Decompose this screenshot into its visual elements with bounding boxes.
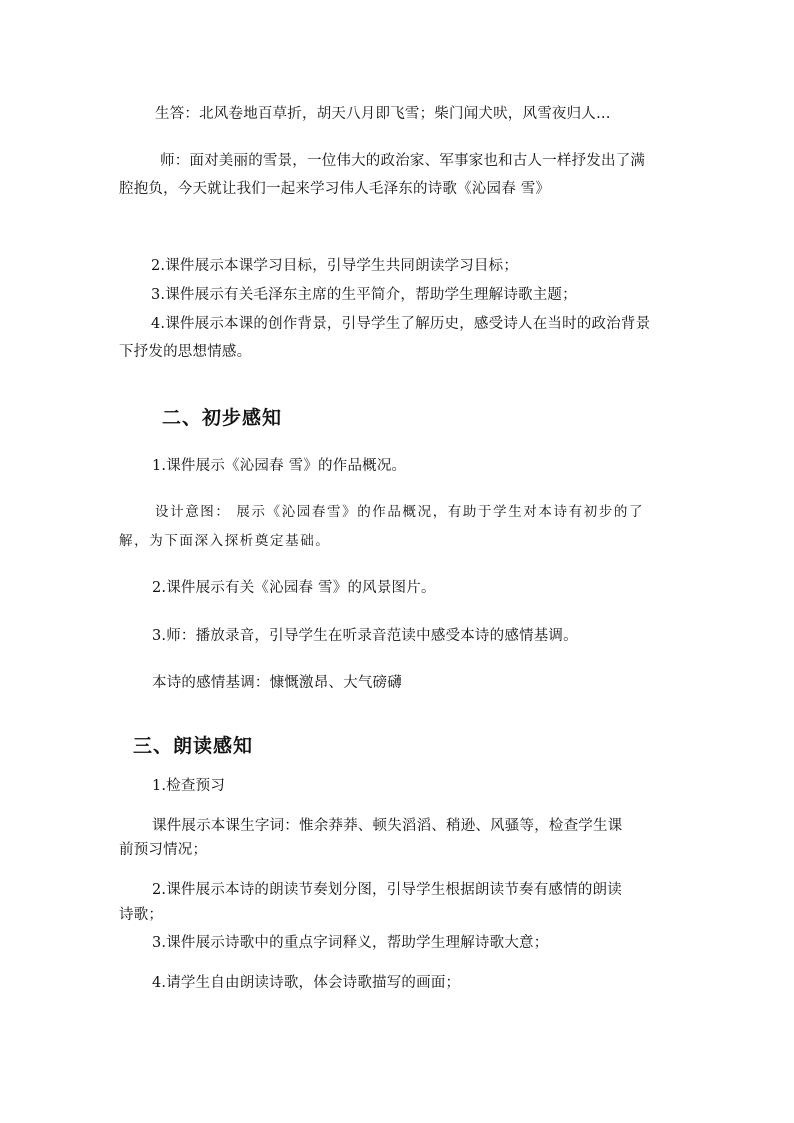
section-2-design-intent-line-2: 解，为下面深入探析奠定基础。 bbox=[119, 533, 331, 549]
section-3-item-4: 4.请学生自由朗读诗歌，体会诗歌描写的画面； bbox=[152, 975, 461, 991]
section-3-item-1: 1.检查预习 bbox=[152, 778, 226, 794]
section-3-heading: 三、朗读感知 bbox=[133, 735, 254, 757]
section-3-preview-line-1: 课件展示本课生字词：惟余莽莽、顿失滔滔、稍逊、风骚等，检查学生课 bbox=[152, 818, 623, 834]
section-2-item-1: 1.课件展示《沁园春 雪》的作品概况。 bbox=[152, 458, 407, 474]
student-answer-text: 生答：北风卷地百草折，胡天八月即飞雪；柴门闻犬吠，风雪夜归人… bbox=[155, 106, 611, 122]
section-2-emotional-tone: 本诗的感情基调：慷慨激昂、大气磅礴 bbox=[152, 675, 402, 691]
section-2-heading: 二、初步感知 bbox=[162, 407, 283, 429]
step-2-text: 2.课件展示本课学习目标，引导学生共同朗读学习目标； bbox=[151, 258, 519, 274]
teacher-intro-line-2: 腔抱负，今天就让我们一起来学习伟人毛泽东的诗歌《沁园春 雪》 bbox=[119, 181, 551, 197]
step-3-text: 3.课件展示有关毛泽东主席的生平简介，帮助学生理解诗歌主题； bbox=[151, 287, 577, 303]
section-3-item-2-line-2: 诗歌； bbox=[119, 907, 164, 923]
teacher-intro-line-1: 师：面对美丽的雪景，一位伟大的政治家、军事家也和古人一样抒发出了满 bbox=[160, 153, 646, 169]
section-3-item-3: 3.课件展示诗歌中的重点字词释义，帮助学生理解诗歌大意； bbox=[152, 935, 549, 951]
section-3-preview-line-2: 前预习情况； bbox=[119, 842, 208, 858]
section-2-design-intent-line-1: 设计意图： 展示《沁园春雪》的作品概况，有助于学生对本诗有初步的了 bbox=[155, 504, 645, 520]
section-3-item-2-line-1: 2.课件展示本诗的朗读节奏划分图，引导学生根据朗读节奏有感情的朗读 bbox=[152, 882, 622, 898]
section-2-item-2: 2.课件展示有关《沁园春 雪》的风景图片。 bbox=[152, 580, 436, 596]
section-2-item-3: 3.师：播放录音，引导学生在听录音范读中感受本诗的感情基调。 bbox=[152, 628, 578, 644]
step-4-line-2: 下抒发的思想情感。 bbox=[119, 344, 252, 360]
step-4-line-1: 4.课件展示本课的创作背景，引导学生了解历史，感受诗人在当时的政治背景 bbox=[151, 316, 651, 332]
